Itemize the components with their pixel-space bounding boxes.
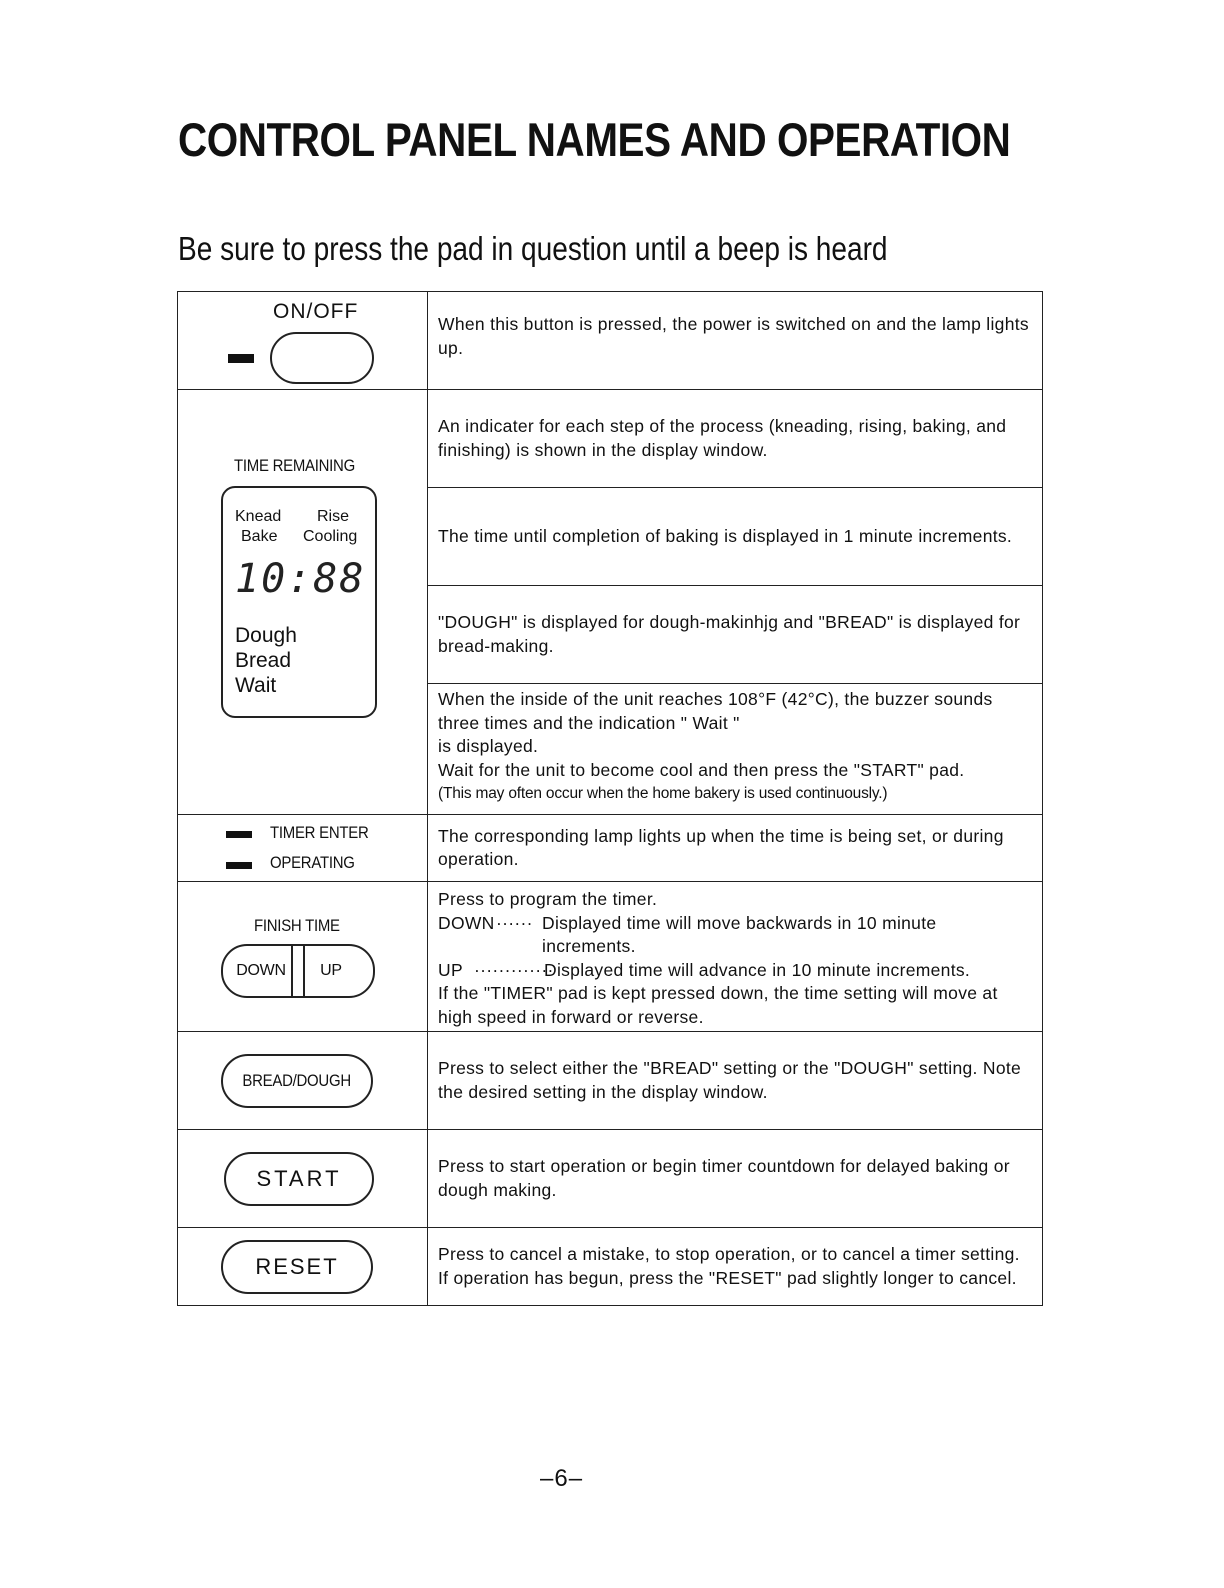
up-button[interactable] <box>303 946 357 996</box>
row-display <box>177 390 1043 815</box>
page-subtitle: Be sure to press the pad in question until a beep is heard <box>178 230 888 267</box>
wait-note: (This may often occur when the home bakery is used continuously.) <box>438 785 888 802</box>
start-cell <box>178 1130 428 1227</box>
step-knead: Knead <box>235 508 282 525</box>
bread-dough-button[interactable] <box>221 1054 373 1108</box>
bread-dough-cell <box>178 1032 428 1129</box>
finish-time-description <box>428 882 1042 1029</box>
lamps-cell <box>178 815 428 881</box>
down-button-label: DOWN <box>236 962 286 979</box>
control-panel-table <box>177 291 1043 1306</box>
onoff-label: ON/OFF <box>273 300 359 323</box>
row-start <box>177 1130 1043 1228</box>
start-button[interactable] <box>224 1152 374 1206</box>
timer-enter-lamp-icon <box>226 831 252 838</box>
up-dots: ············· <box>474 959 554 980</box>
finish-time-up-line <box>438 959 1032 983</box>
row-onoff <box>177 292 1043 390</box>
row-finish-time <box>177 882 1043 1032</box>
down-key-text: DOWN <box>438 912 495 933</box>
step-rise: Rise <box>317 508 350 525</box>
finish-time-down-line <box>438 912 1032 959</box>
row-lamps <box>177 815 1043 882</box>
start-description: Press to start operation or begin timer countdown for delayed baking or dough making. <box>438 1156 1010 1200</box>
timer-enter-label: TIMER ENTER <box>270 823 369 842</box>
display-steps-description: An indicater for each step of the process (kneading, rising, baking, and finishing) is shown in the display window. <box>438 416 1007 460</box>
reset-cell <box>178 1228 428 1305</box>
operating-label: OPERATING <box>270 853 355 872</box>
finish-time-outro: If the "TIMER" pad is kept pressed down, the time setting will move at high speed in forward or reverse. <box>438 983 998 1027</box>
power-lamp-icon <box>228 354 254 363</box>
bread-dough-label: BREAD/DOUGH <box>242 1071 352 1090</box>
up-explanation: Displayed time will advance in 10 minute increments. <box>544 959 971 980</box>
row-reset <box>177 1228 1043 1305</box>
page-title: CONTROL PANEL NAMES AND OPERATION <box>178 113 1011 166</box>
mode-dough: Dough <box>235 624 297 647</box>
onoff-button[interactable] <box>270 332 374 384</box>
reset-description: Press to cancel a mistake, to stop operation, or to cancel a timer setting. If operation has begun, press the "RESET" pad slightly longer to cancel. <box>438 1244 1020 1288</box>
page-number: –6– <box>540 1465 584 1492</box>
display-time-description: The time until completion of baking is displayed in 1 minute increments. <box>438 525 1013 546</box>
up-button-label: UP <box>320 962 342 979</box>
start-label: START <box>256 1166 342 1191</box>
row-bread-dough <box>177 1032 1043 1130</box>
wait-text-1: When the inside of the unit reaches 108°F (42°C), the buzzer sounds three times and the indication " Wait " <box>438 689 993 733</box>
reset-button[interactable] <box>221 1240 373 1294</box>
display-wait-description <box>428 684 1042 806</box>
display-cell <box>178 390 428 814</box>
wait-text-2: is displayed. <box>438 736 539 756</box>
time-remaining-label: TIME REMAINING <box>234 456 355 475</box>
finish-time-button-group <box>221 944 375 998</box>
display-window <box>221 486 377 718</box>
up-key-text: UP <box>438 959 463 980</box>
reset-label: RESET <box>255 1254 339 1279</box>
wait-text-3: Wait for the unit to become cool and then press the "START" pad. <box>438 759 965 780</box>
onoff-description: When this button is pressed, the power is switched on and the lamp lights up. <box>438 314 1029 358</box>
operating-lamp-icon <box>226 862 252 869</box>
finish-time-cell <box>178 882 428 1031</box>
segment-digits: 10:88 <box>235 556 366 602</box>
mode-wait: Wait <box>235 674 277 697</box>
down-button[interactable] <box>231 946 293 996</box>
finish-time-label: FINISH TIME <box>254 916 340 935</box>
bread-dough-description: Press to select either the "BREAD" setting or the "DOUGH" setting. Note the desired setting in the display window. <box>438 1058 1022 1102</box>
mode-bread: Bread <box>235 649 292 672</box>
finish-time-intro: Press to program the timer. <box>438 889 658 909</box>
step-cooling: Cooling <box>303 528 358 545</box>
onoff-cell <box>178 292 428 389</box>
display-mode-description: "DOUGH" is displayed for dough-makinhjg and "BREAD" is displayed for bread-making. <box>438 612 1021 656</box>
down-explanation: Displayed time will move backwards in 10 minute increments. <box>542 912 937 956</box>
down-dots: ······ <box>496 912 533 933</box>
lamps-description: The corresponding lamp lights up when the time is being set, or during operation. <box>438 825 1004 869</box>
step-bake: Bake <box>241 528 278 545</box>
